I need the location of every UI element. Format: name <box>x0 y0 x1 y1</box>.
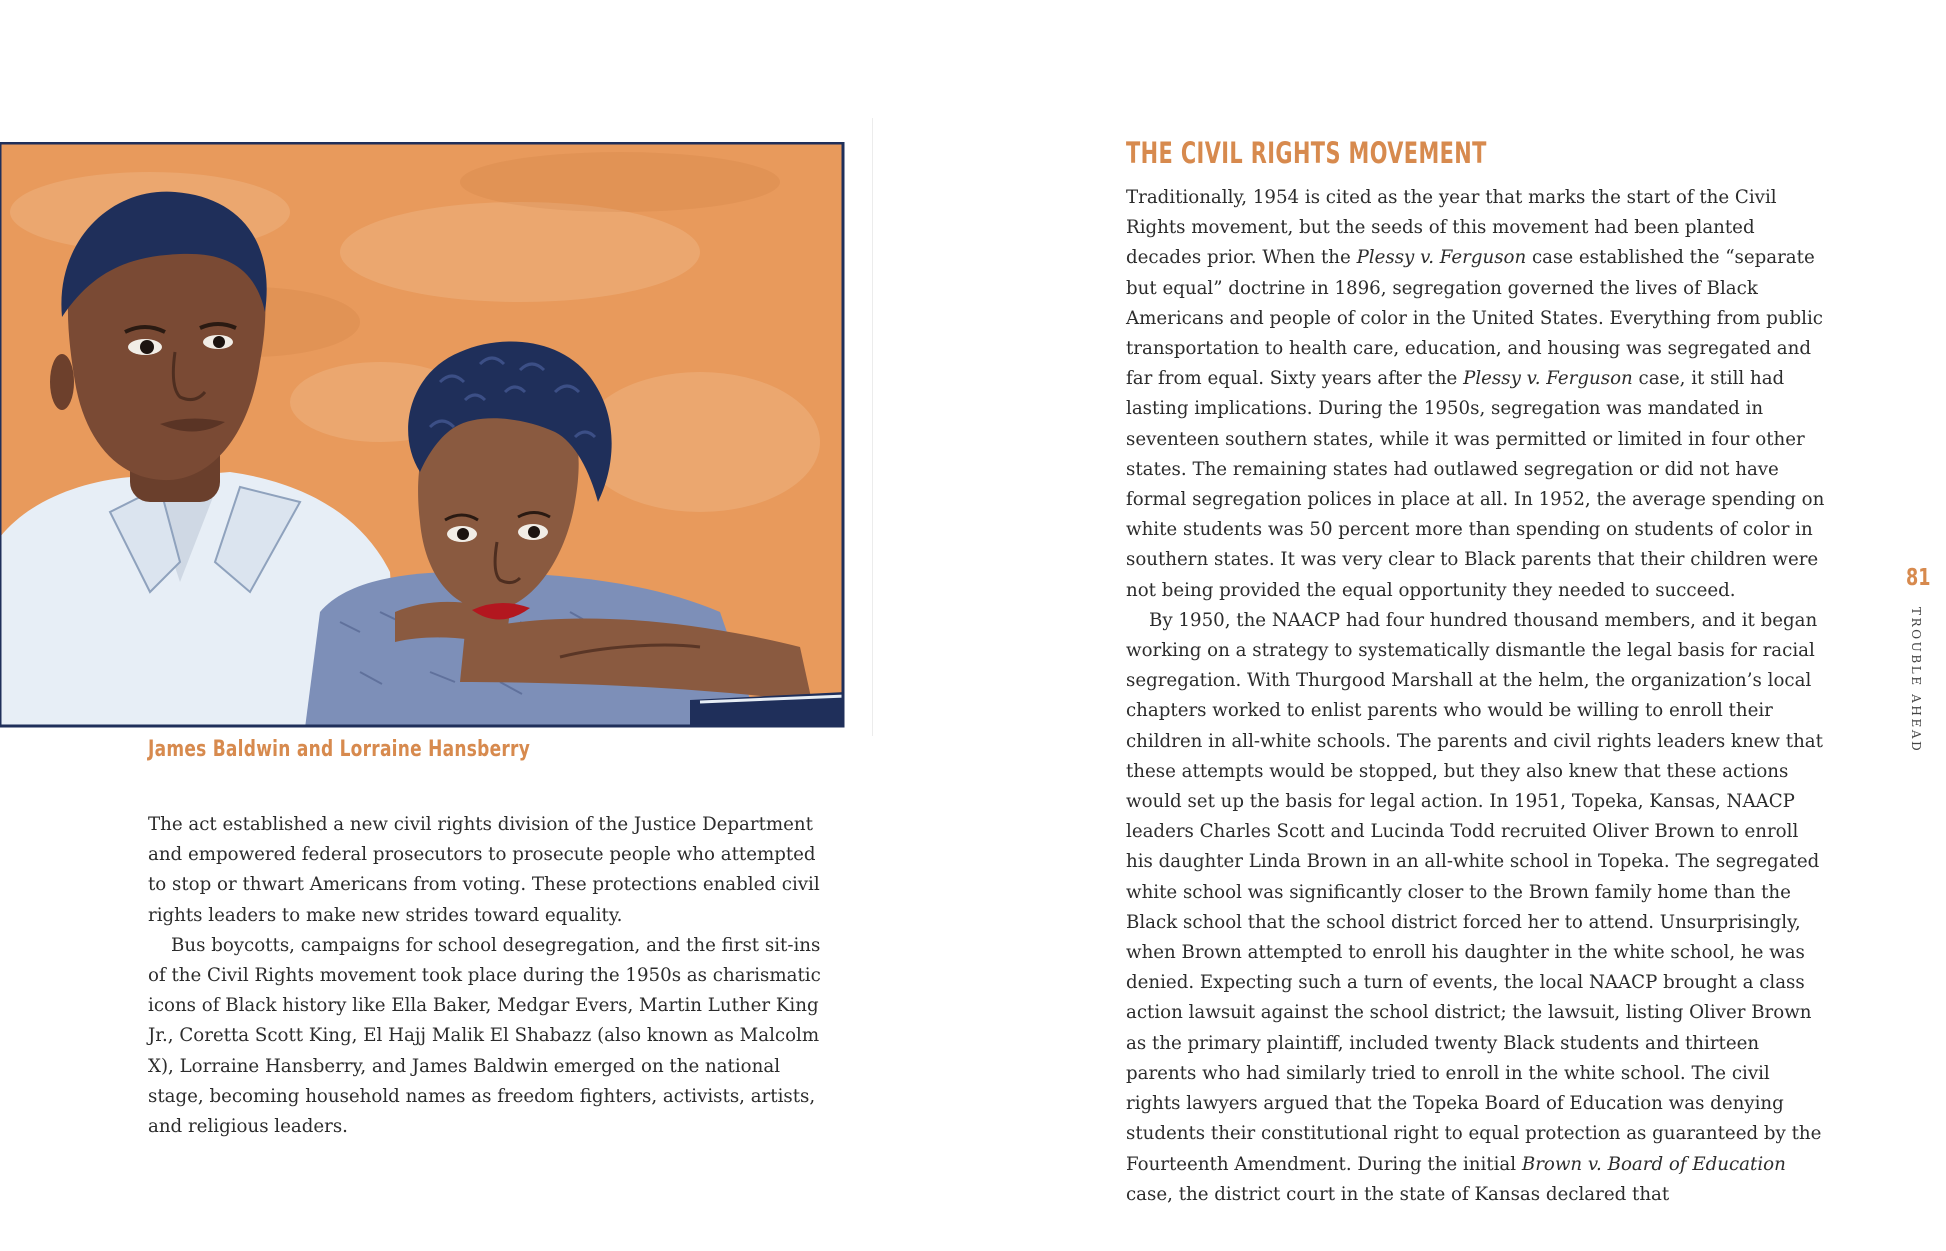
left-column-text <box>148 810 828 1142</box>
left-paragraph-2: Bus boycotts, campaigns for school desegregation, and the first sit-ins of the Civil Rights movement took place during the 1950s as charismatic icons of Black history like Ella Baker, Medgar Evers, Martin Luther King Jr., Coretta Scott King, El Hajj Malik El Shabazz (also known as Malcolm X), Lorraine Hansberry, and James Baldwin emerged on the national stage, becoming household names as freedom fighters, activists, artists, and religious leaders. <box>148 934 821 1138</box>
portrait-illustration <box>0 142 845 728</box>
p2-text-a: By 1950, the NAACP had four hundred thousand members, and it began working on a strategy to systematically dismantle the legal basis for racial segregation. With Thurgood Marshall at the helm, the organization’s local chapters worked to enlist parents who would be willing to enroll their children in all-white schools. The parents and civil rights leaders knew that these attempts would be stopped, but they also knew that these actions would set up the basis for legal action. In 1951, Topeka, Kansas, NAACP leaders Charles Scott and Lucinda Todd recruited Oliver Brown to enroll his daughter Linda Brown in an all-white school in Topeka. The segregated white school was significantly closer to the Brown family home than the Black school that the school district forced her to attend. Unsurprisingly, when Brown attempted to enroll his daughter in the white school, he was denied. Expecting such a turn of events, the local NAACP brought a class action lawsuit against the school district; the lawsuit, listing Oliver Brown as the primary plaintiff, included twenty Black students and thirteen parents who had similarly tried to enroll in the white school. The civil rights lawyers argued that the Topeka Board of Education was denying students their constitutional right to equal protection as guaranteed by the Fourteenth Amendment. During the initial <box>1126 609 1823 1175</box>
page-gutter <box>872 118 873 736</box>
section-heading: THE CIVIL RIGHTS MOVEMENT <box>1126 136 1487 170</box>
case-name-plessy: Plessy v. Ferguson <box>1356 247 1527 269</box>
right-column-text <box>1126 183 1826 1210</box>
p1-text-a: Traditionally, 1954 is cited as the year that marks the start of the Civil Rights movement, but the seeds of this movement had been planted decades prior. When the <box>1126 187 1777 269</box>
figure-caption: James Baldwin and Lorraine Hansberry <box>148 737 531 762</box>
case-name-plessy-2: Plessy v. Ferguson <box>1463 368 1633 390</box>
running-head: TROUBLE AHEAD <box>1909 607 1923 754</box>
p1-text-c: case established the “separate but equal” doctrine in 1896, segregation governed the lives of Black Americans and people of color in the United States. Everything from public transportation to health care, education, and housing was segregated and far from equal. Sixty years after the <box>1126 247 1823 390</box>
page-number: 81 <box>1906 565 1931 591</box>
right-paragraph-2 <box>1126 606 1826 1210</box>
p2-text-c: case, the district court in the state of Kansas declared that <box>1126 1183 1670 1205</box>
left-paragraph-1: The act established a new civil rights division of the Justice Department and empowered federal prosecutors to prosecute people who attempted to stop or thwart Americans from voting. These protections enabled civil rights leaders to make new strides toward equality. <box>148 814 820 926</box>
p1-text-e: case, it still had lasting implications. During the 1950s, segregation was mandated in seventeen southern states, while it was permitted or limited in four other states. The remaining states had outlawed segregation or did not have formal segregation polices in place at all. In 1952, the average spending on white students was 50 percent more than spending on students of color in southern states. It was very clear to Black parents that their children were not being provided the equal opportunity they needed to succeed. <box>1126 368 1825 601</box>
case-name-brown: Brown v. Board of Education <box>1521 1153 1786 1175</box>
right-paragraph-1 <box>1126 183 1826 606</box>
